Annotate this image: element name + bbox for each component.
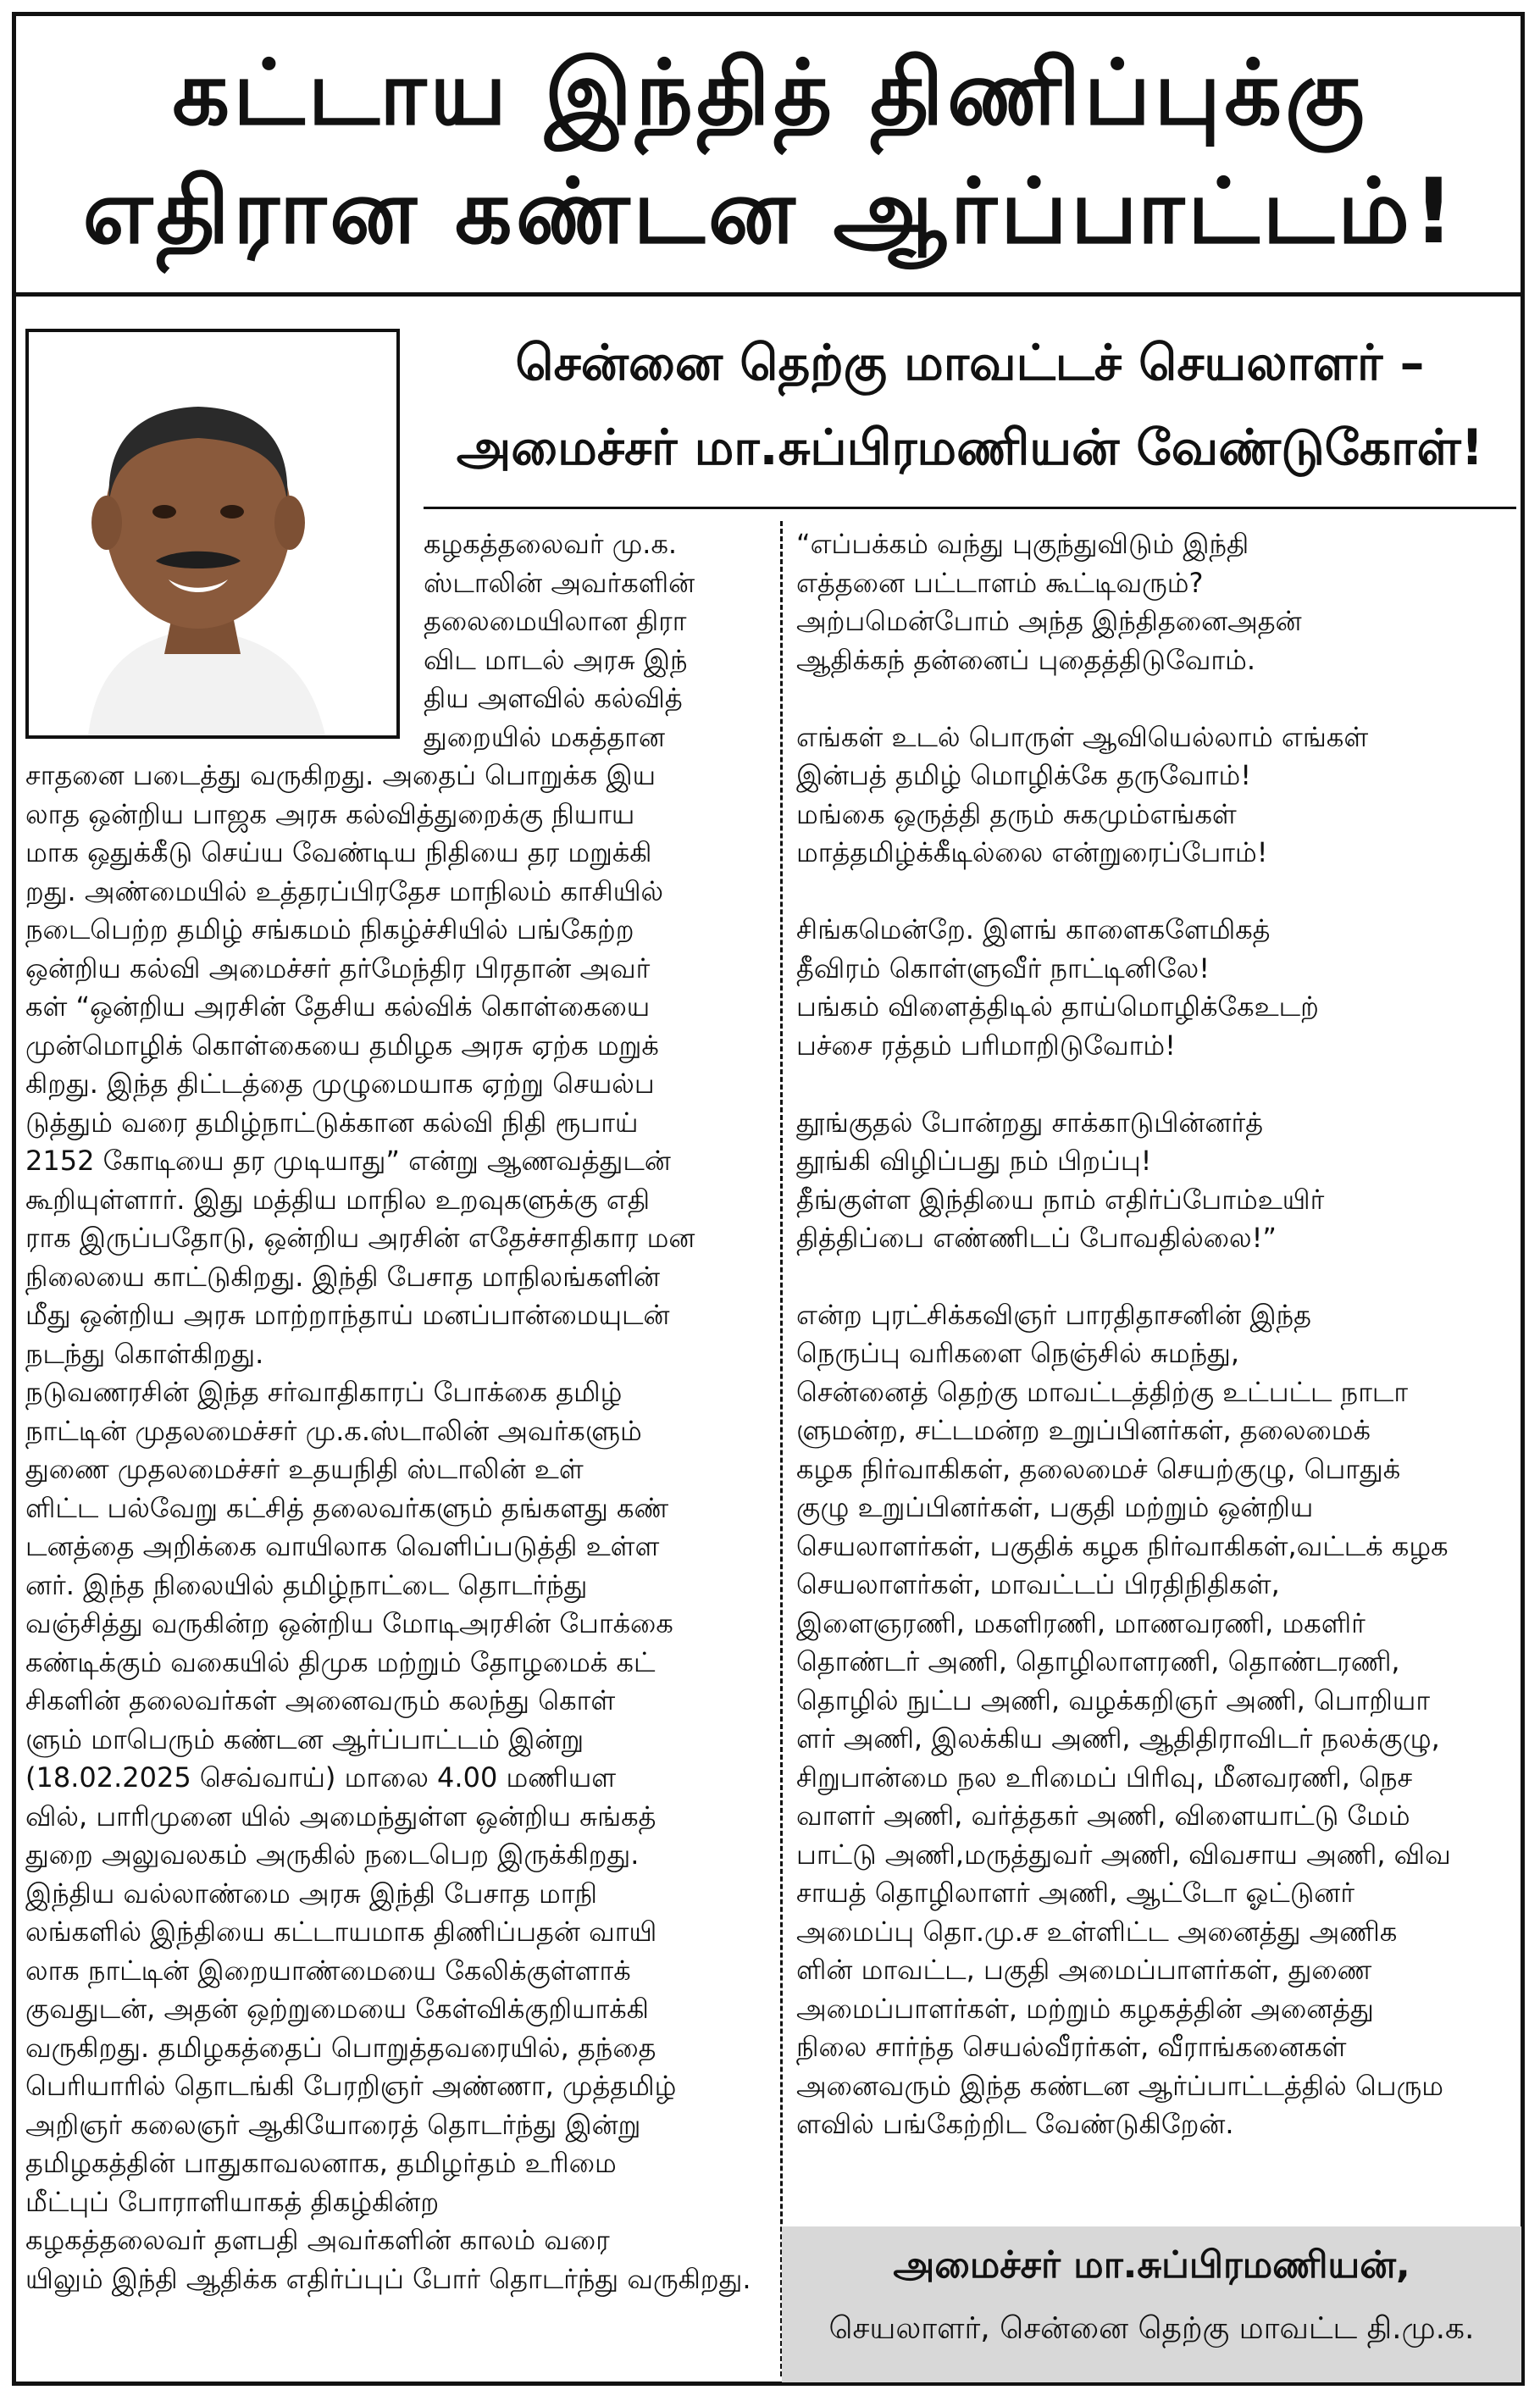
signature-box bbox=[782, 2226, 1521, 2382]
headline bbox=[34, 34, 1506, 288]
paragraph-3: இந்திய வல்லாண்மை அரசு இந்தி பேசாத மாநி லங்களில் இந்தியை கட்டாயமாக திணிப்பதன் வாயி லாக நாட்டின் இறையாண்மையை கேலிக்குள்ளாக் குவதுடன், அதன் ஒற்றுமையை கேள்விக்குறியாக்கி வருகிறது. தமிழகத்தைப் பொறுத்தவரையில், தந்தை பெரியாரில் தொடங்கி பேரறிஞர் அண்ணா, முத்தமிழ் அறிஞர் கலைஞர் ஆகியோரைத் தொடர்ந்து இன்று தமிழகத்தின் பாதுகாவலனாக, தமிழர்தம் உரிமை மீட்புப் போராளியாகத் திகழ்கின்ற bbox=[25, 1877, 677, 2218]
intro-paragraph: கழகத்தலைவர் மு.க. ஸ்டாலின் அவர்களின் தலைமையிலான திரா விட மாடல் அரசு இந் திய அளவில் கல்வித் துறையில் மகத்தான bbox=[424, 528, 695, 753]
subheadline bbox=[424, 320, 1516, 490]
column-divider bbox=[780, 521, 783, 2376]
portrait-photo bbox=[25, 329, 400, 739]
subheadline-rule bbox=[424, 507, 1516, 509]
headline-line-1: கட்டாய இந்தித் திணிப்புக்கு bbox=[172, 41, 1368, 145]
subheadline-line-1: சென்னை தெற்கு மாவட்டச் செயலாளர் – bbox=[515, 334, 1425, 391]
left-column-body bbox=[25, 757, 767, 2298]
headline-line-2: எதிரான கண்டன ஆர்ப்பாட்டம்! bbox=[82, 159, 1458, 263]
headline-divider bbox=[12, 292, 1525, 297]
paragraph-2: நடுவணரசின் இந்த சர்வாதிகாரப் போக்கை தமிழ் நாட்டின் முதலமைச்சர் மு.க.ஸ்டாலின் அவர்களும் துணை முதலமைச்சர் உதயநிதி ஸ்டாலின் உள் ளிட்ட பல்வேறு கட்சித் தலைவர்களும் தங்களது கண் டனத்தை அறிக்கை வாயிலாக வெளிப்படுத்தி உள்ள னர். இந்த நிலையில் தமிழ்நாட்டை தொடர்ந்து வஞ்சித்து வருகின்ற ஒன்றிய மோடிஅரசின் போக்கை கண்டிக்கும் வகையில் திமுக மற்றும் தோழமைக் கட் சிகளின் தலைவர்கள் அனைவரும் கலந்து கொள் ளும் மாபெரும் கண்டன ஆர்ப்பாட்டம் இன்று (18.02.2025 செவ்வாய்) மாலை 4.00 மணியள வில், பாரிமுனை யில் அமைந்துள்ள ஒன்றிய சுங்கத் துறை அலுவலகம் அருகில் நடைபெற இருக்கிறது. bbox=[25, 1376, 673, 1871]
portrait-photo-icon bbox=[29, 332, 396, 735]
right-column-body bbox=[796, 525, 1516, 2144]
paragraph-1: சாதனை படைத்து வருகிறது. அதைப் பொறுக்க இய லாத ஒன்றிய பாஜக அரசு கல்வித்துறைக்கு நியாய மாக ஒதுக்கீடு செய்ய வேண்டிய நிதியை தர மறுக்கி றது. அண்மையில் உத்தரப்பிரதேச மாநிலம் காசியில் நடைபெற்ற தமிழ் சங்கமம் நிகழ்ச்சியில் பங்கேற்ற ஒன்றிய கல்வி அமைச்சர் தர்மேந்திர பிரதான் அவர் கள் “ஒன்றிய அரசின் தேசிய கல்விக் கொள்கையை முன்மொழிக் கொள்கையை தமிழக அரசு ஏற்க மறுக் கிறது. இந்த திட்டத்தை முழுமையாக ஏற்று செயல்ப டுத்தும் வரை தமிழ்நாட்டுக்கான கல்வி நிதி ரூபாய் 2152 கோடியை தர முடியாது” என்று ஆணவத்துடன் கூறியுள்ளார். இது மத்திய மாநில உறவுகளுக்கு எதி ராக இருப்பதோடு, ஒன்றிய அரசின் எதேச்சாதிகார மன நிலையை காட்டுகிறது. இந்தி பேசாத மாநிலங்களின் மீது ஒன்றிய அரசு மாற்றாந்தாய் மனப்பான்மையுடன் நடந்து கொள்கிறது. bbox=[25, 759, 695, 1370]
signature-name: அமைச்சர் மா.சுப்பிரமணியன், bbox=[893, 2243, 1410, 2287]
appeal-paragraph: என்ற புரட்சிக்கவிஞர் பாரதிதாசனின் இந்த நெருப்பு வரிகளை நெஞ்சில் சுமந்து, சென்னைத் தெற்கு மாவட்டத்திற்கு உட்பட்ட நாடா ளுமன்ற, சட்டமன்ற உறுப்பினர்கள், தலைமைக் கழக நிர்வாகிகள், தலைமைச் செயற்குழு, பொதுக் குழு உறுப்பினர்கள், பகுதி மற்றும் ஒன்றிய செயலாளர்கள், பகுதிக் கழக நிர்வாகிகள்,வட்டக் கழக செயலாளர்கள், மாவட்டப் பிரதிநிதிகள், இளைஞரணி, மகளிரணி, மாணவரணி, மகளிர் தொண்டர் அணி, தொழிலாளரணி, தொண்டரணி, தொழில் நுட்ப அணி, வழக்கறிஞர் அணி, பொறியா ளர் அணி, இலக்கிய அணி, ஆதிதிராவிடர் நலக்குழு, சிறுபான்மை நல உரிமைப் பிரிவு, மீனவரணி, நெச வாளர் அணி, வர்த்தகர் அணி, விளையாட்டு மேம் பாட்டு அணி,மருத்துவர் அணி, விவசாய அணி, விவ சாயத் தொழிலாளர் அணி, ஆட்டோ ஓட்டுனர் அமைப்பு தொ.மு.ச உள்ளிட்ட அனைத்து அணிக ளின் மாவட்ட, பகுதி அமைப்பாளர்கள், துணை அமைப்பாளர்கள், மற்றும் கழகத்தின் அனைத்து நிலை சார்ந்த செயல்வீரர்கள், வீராங்கனைகள் அனைவரும் இந்த கண்டன ஆர்ப்பாட்டத்தில் பெரும ளவில் பங்கேற்றிட வேண்டுகிறேன். bbox=[796, 1298, 1451, 2140]
paragraph-4: கழகத்தலைவர் தளபதி அவர்களின் காலம் வரை யிலும் இந்தி ஆதிக்க எதிர்ப்புப் போர் தொடர்ந்து வருகிறது. bbox=[25, 2224, 751, 2295]
signature-role: செயலாளர், சென்னை தெற்கு மாவட்ட தி.மு.க. bbox=[828, 2311, 1475, 2346]
subheadline-line-2: அமைச்சர் மா.சுப்பிரமணியன் வேண்டுகோள்! bbox=[456, 419, 1484, 476]
poem-verse: “எப்பக்கம் வந்து புகுந்துவிடும் இந்தி எத்தனை பட்டாளம் கூட்டிவரும்? அற்பமென்போம் அந்த இந்திதனைஅதன் ஆதிக்கந் தன்னைப் புதைத்திடுவோம். எங்கள் உடல் பொருள் ஆவியெல்லாம் எங்கள் இன்பத் தமிழ் மொழிக்கே தருவோம்! மங்கை ஒருத்தி தரும் சுகமும்எங்கள் மாத்தமிழ்க்கீடில்லை என்றுரைப்போம்! சிங்கமென்றே. இளங் காளைகளேமிகத் தீவிரம் கொள்ளுவீர் நாட்டினிலே! பங்கம் விளைத்திடில் தாய்மொழிக்கேஉடற் பச்சை ரத்தம் பரிமாறிடுவோம்! தூங்குதல் போன்றது சாக்காடுபின்னர்த் தூங்கி விழிப்பது நம் பிறப்பு! தீங்குள்ள இந்தியை நாம் எதிர்ப்போம்உயிர் தித்திப்பை எண்ணிடப் போவதில்லை!” bbox=[796, 528, 1369, 1254]
